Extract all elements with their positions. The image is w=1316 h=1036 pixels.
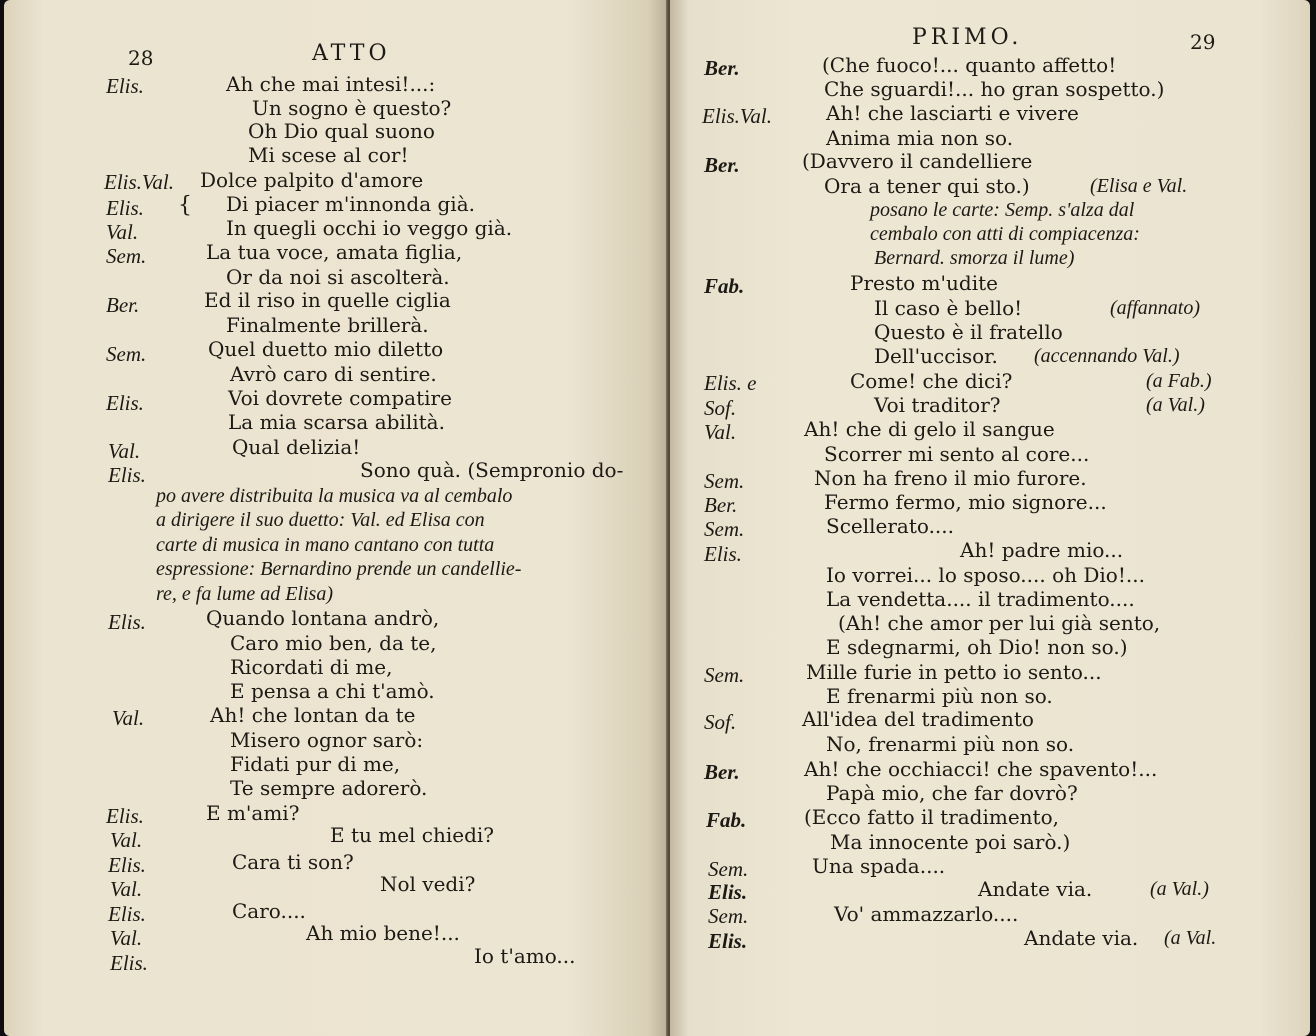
left-page [4,0,668,1036]
speaker-label: Sem. [704,663,745,687]
verse-line: Scellerato.... [826,514,955,538]
speaker-label: Elis. [106,804,144,828]
speaker-label: Sem. [708,904,749,928]
verse-line: Ah mio bene!... [306,921,460,945]
verse-line: Mille furie in petto io sento... [806,660,1102,684]
verse-line: Ah! che di gelo il sangue [804,417,1055,441]
verse-line: Ah! padre mio... [960,538,1124,562]
verse-line: Che sguardi!... ho gran sospetto.) [824,77,1165,101]
verse-line: Sono quà. (Sempronio do- [360,458,624,482]
speaker-label: Elis.Val. [702,104,773,128]
verse-line: Avrò caro di sentire. [230,362,437,386]
stage-direction: a dirigere il suo duetto: Val. ed Elisa con [156,509,485,531]
verse-line: E tu mel chiedi? [330,823,495,847]
speaker-label: Sof. [704,396,737,420]
stage-direction: carte di musica in mano cantano con tutta [156,534,495,556]
verse-line: E pensa a chi t'amò. [230,679,435,703]
verse-line: Un sogno è questo? [252,96,452,120]
verse-line: Mi scese al cor! [248,143,409,167]
speaker-label: Elis. [108,463,146,487]
verse-line: Cara ti son? [232,850,354,874]
verse-line: Non ha freno il mio furore. [814,466,1087,490]
right-page [670,0,1310,1036]
speaker-label: Val. [110,926,143,950]
speaker-label: Sem. [106,342,147,366]
stage-direction: (a Fab.) [1146,370,1212,392]
verse-line: La vendetta.... il tradimento.... [826,587,1135,611]
verse-line: Caro mio ben, da te, [230,631,437,655]
verse-line: Finalmente brillerà. [226,313,429,337]
stage-direction: (a Val.) [1150,878,1209,900]
speaker-label: Sem. [708,857,749,881]
speaker-label: Elis. [108,610,146,634]
speaker-label: Elis. [708,880,748,904]
stage-direction: (a Val. [1164,927,1217,949]
verse-line: Ah che mai intesi!...: [226,72,436,96]
speaker-label: Elis. [110,951,148,975]
stage-direction: Bernard. smorza il lume) [874,247,1075,269]
verse-line: Voi dovrete compatire [228,386,452,410]
verse-line: (Che fuoco!... quanto affetto! [822,53,1117,77]
verse-line: Quando lontana andrò, [206,606,440,630]
verse-line: E frenarmi più non so. [826,684,1053,708]
verse-line: Scorrer mi sento al core... [824,442,1090,466]
verse-line: In quegli occhi io veggo già. [226,216,513,240]
verse-line: Papà mio, che far dovrò? [826,781,1078,805]
speaker-label: Ber. [704,56,740,80]
verse-line: Questo è il fratello [874,320,1063,344]
verse-line: Andate via. [1024,926,1139,950]
speaker-label: Elis. e [704,371,757,395]
verse-line: Una spada.... [812,854,946,878]
speaker-label: Ber. [704,153,740,177]
verse-line: Ricordati di me, [230,655,393,679]
verse-line: Ed il riso in quelle ciglia [204,288,451,312]
speaker-label: Fab. [704,274,745,298]
speaker-label: Sem. [704,517,745,541]
speaker-label: Ber. [704,493,738,517]
speaker-label: Val. [110,877,143,901]
verse-line: (Davvero il candelliere [802,149,1033,173]
running-head: PRIMO. [912,25,1023,50]
verse-line: Ah! che occhiacci! che spavento!... [804,757,1158,781]
brace-mark: { [178,193,192,218]
verse-line: Or da noi si ascolterà. [226,265,450,289]
verse-line: La tua voce, amata figlia, [206,240,463,264]
verse-line: Ah! che lontan da te [210,703,416,727]
speaker-label: Val. [108,439,141,463]
speaker-label: Val. [110,828,143,852]
verse-line: Caro.... [232,899,306,923]
speaker-label: Elis.Val. [104,170,175,194]
speaker-label: Ber. [704,760,740,784]
verse-line: Anima mia non so. [826,126,1014,150]
stage-direction: (accennando Val.) [1034,345,1180,367]
verse-line: E sdegnarmi, oh Dio! non so.) [826,635,1128,659]
verse-line: Oh Dio qual suono [248,119,435,143]
verse-line: Ora a tener qui sto.) [824,174,1030,198]
verse-line: Come! che dici? [850,369,1013,393]
speaker-label: Val. [112,706,145,730]
stage-direction: po avere distribuita la musica va al cembalo [156,485,513,507]
speaker-label: Elis. [708,929,748,953]
verse-line: Te sempre adorerò. [230,776,428,800]
speaker-label: Elis. [108,853,146,877]
verse-line: Di piacer m'innonda già. [226,192,475,216]
stage-direction: (Elisa e Val. [1090,175,1188,197]
verse-line: E m'ami? [206,801,300,825]
speaker-label: Elis. [106,391,144,415]
running-head: ATTO [312,41,391,66]
speaker-label: Val. [106,220,139,244]
verse-line: (Ah! che amor per lui già sento, [838,611,1161,635]
speaker-label: Elis. [108,902,146,926]
speaker-label: Fab. [706,808,747,832]
verse-line: La mia scarsa abilità. [228,410,445,434]
verse-line: Io vorrei... lo sposo.... oh Dio!... [826,563,1145,587]
verse-line: Nol vedi? [380,872,476,896]
verse-line: Fidati pur di me, [230,752,401,776]
verse-line: Presto m'udite [850,271,998,295]
verse-line: Io t'amo... [474,944,576,968]
verse-line: Il caso è bello! [874,296,1023,320]
verse-line: Quel duetto mio diletto [208,337,444,361]
verse-line: No, frenarmi più non so. [826,732,1075,756]
verse-line: Ah! che lasciarti e vivere [826,101,1079,125]
verse-line: Vo' ammazzarlo.... [834,902,1019,926]
speaker-label: Sem. [704,469,745,493]
stage-direction: espressione: Bernardino prende un candellie- [156,558,522,580]
verse-line: Fermo fermo, mio signore... [824,490,1107,514]
stage-direction: cembalo con atti di compiacenza: [870,223,1140,245]
verse-line: Qual delizia! [232,435,361,459]
verse-line: Andate via. [978,877,1093,901]
verse-line: Dolce palpito d'amore [200,168,424,192]
speaker-label: Elis. [106,74,144,98]
speaker-label: Sof. [704,710,737,734]
speaker-label: Sem. [106,244,147,268]
page-number: 29 [1190,30,1216,54]
verse-line: All'idea del tradimento [802,707,1034,731]
speaker-label: Elis. [106,196,144,220]
verse-line: (Ecco fatto il tradimento, [804,805,1059,829]
speaker-label: Elis. [704,542,742,566]
speaker-label: Val. [704,420,737,444]
stage-direction: re, e fa lume ad Elisa) [156,583,334,605]
verse-line: Misero ognor sarò: [230,728,424,752]
verse-line: Voi traditor? [874,393,1001,417]
speaker-label: Ber. [106,293,140,317]
verse-line: Ma innocente poi sarò.) [830,830,1071,854]
verse-line: Dell'uccisor. [874,344,998,368]
page-number: 28 [128,46,154,70]
stage-direction: (affannato) [1110,297,1200,319]
stage-direction: posano le carte: Semp. s'alza dal [870,199,1135,221]
stage-direction: (a Val.) [1146,394,1205,416]
